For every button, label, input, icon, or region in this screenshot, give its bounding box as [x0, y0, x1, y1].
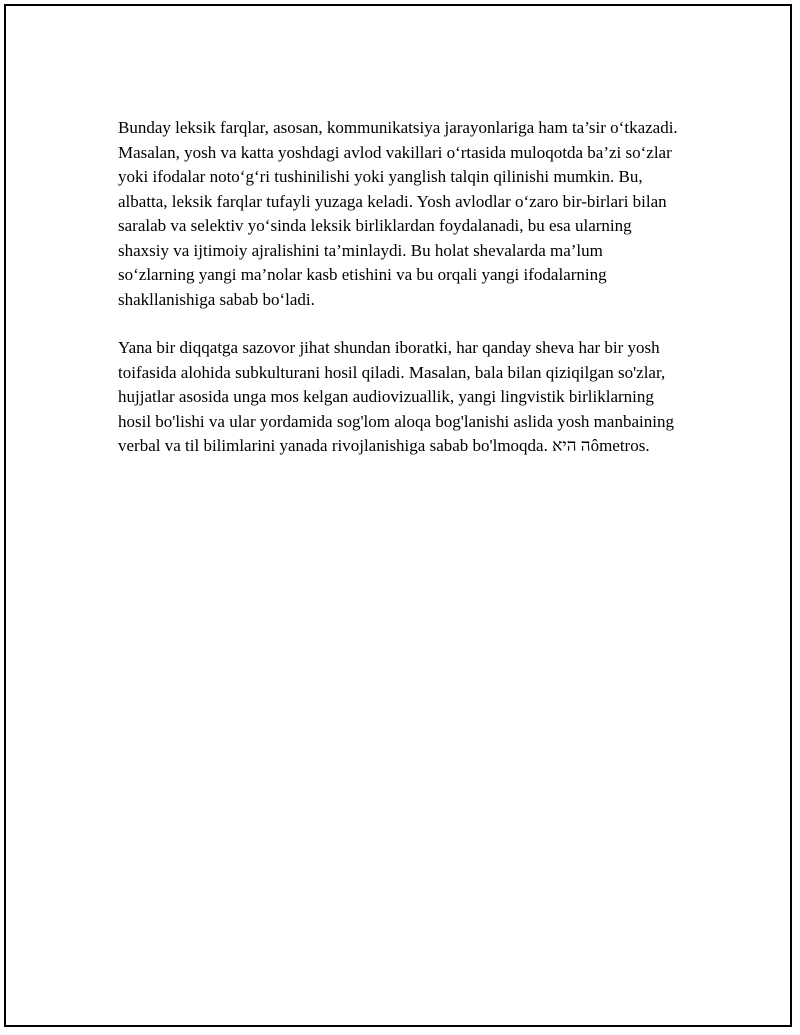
paragraph-1: Bunday leksik farqlar, asosan, kommunikatsiya jarayonlariga ham ta’sir o‘tkazadi. Masalan, yosh va katta yoshdagi avlod vakillari o‘rtasida muloqotda ba’zi so‘zlar yoki ifodalar noto‘g‘ri tushinilishi yoki yanglish talqin qilinishi mumkin. Bu, albatta, leksik farqlar tufayli yuzaga keladi. Yosh avlodlar o‘zaro bir-birlari bilan saralab va selektiv yo‘sinda leksik birliklardan foydalanadi, bu esa ularning shaxsiy va ijtimoiy ajralishini ta’minlaydi. Bu holat shevalarda ma’lum so‘zlarning yangi ma’nolar kasb etishini va bu orqali yangi ifodalarning shakllanishiga sabab bo‘ladi.	[118, 118, 678, 309]
document-body	[118, 116, 678, 459]
paragraph-2: Yana bir diqqatga sazovor jihat shundan iboratki, har qanday sheva har bir yosh toifasida alohida subkulturani hosil qiladi. Masalan, bala bilan qiziqilgan so'zlar, hujjatlar asosida unga mos kelgan audiovizuallik, yangi lingvistik birliklarning hosil bo'lishi va ular yordamida sog'lom aloqa bog'lanishi aslida yosh manbaining verbal va til bilimlarini yanada rivojlanishiga sabab bo'lmoqda. ה היאômetros.	[118, 338, 674, 455]
